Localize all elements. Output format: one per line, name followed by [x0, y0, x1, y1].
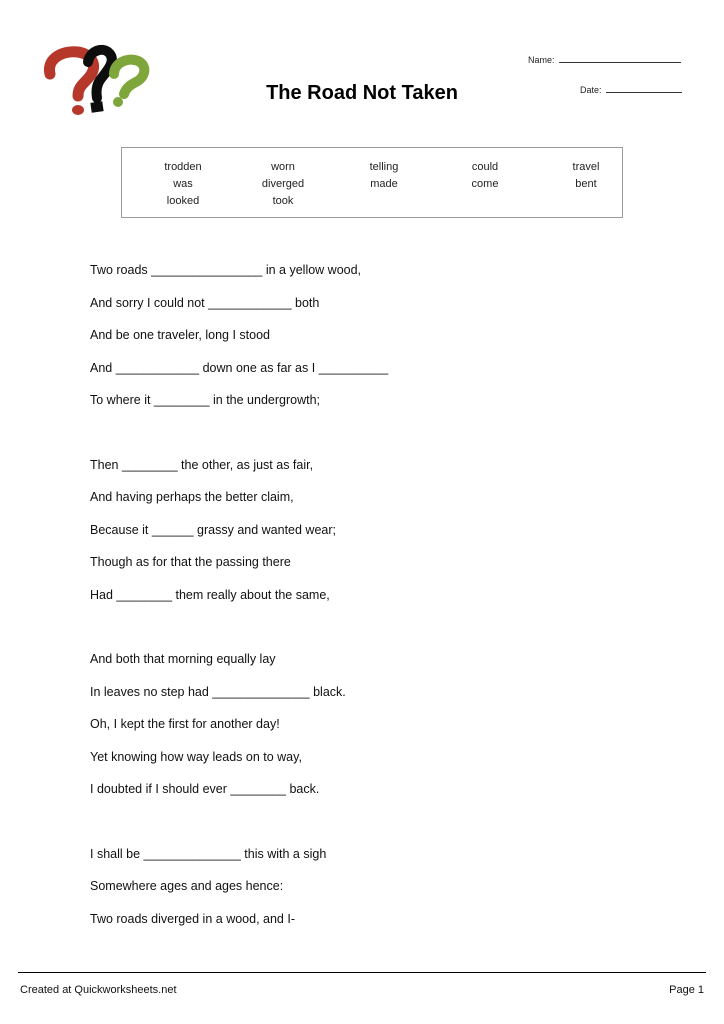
poem-line: In leaves no step had ______________ black. [90, 684, 346, 699]
poem-line: Had ________ them really about the same, [90, 587, 330, 602]
word-bank-column [334, 159, 434, 193]
poem-line: Because it ______ grassy and wanted wear; [90, 522, 336, 537]
poem-line: I shall be ______________ this with a sigh [90, 846, 327, 861]
date-field[interactable] [580, 83, 682, 95]
word-bank-word: telling [369, 161, 399, 173]
word-bank-word: bent [575, 178, 597, 190]
stanza [90, 261, 388, 424]
poem-line: Two roads diverged in a wood, and I- [90, 911, 295, 926]
poem-line: I doubted if I should ever ________ back. [90, 782, 320, 796]
word-bank-word: looked [166, 195, 200, 207]
stanza [90, 456, 388, 619]
footer-credit: Created at Quickworksheets.net [20, 984, 177, 996]
word-bank [121, 147, 623, 218]
word-bank-word: took [272, 195, 294, 207]
poem-line: Somewhere ages and ages hence: [90, 879, 284, 893]
word-bank-word: made [370, 178, 398, 190]
name-field[interactable] [528, 53, 681, 65]
poem-line: Oh, I kept the first for another day! [90, 717, 280, 731]
poem-line: And ____________ down one as far as I __________ [90, 360, 389, 375]
poem-line: And sorry I could not ____________ both [90, 295, 320, 310]
stanza [90, 845, 388, 943]
word-bank-word: was [173, 178, 193, 190]
poem-line: And having perhaps the better claim, [90, 490, 294, 504]
page-title: The Road Not Taken [266, 82, 458, 104]
word-bank-word: trodden [164, 161, 202, 173]
date-blank[interactable] [606, 83, 682, 93]
poem-line: Though as for that the passing there [90, 555, 291, 569]
word-bank-column [435, 159, 535, 193]
poem-line: Yet knowing how way leads on to way, [90, 749, 302, 764]
word-bank-column [133, 159, 233, 210]
word-bank-column [233, 159, 333, 210]
word-bank-word: travel [572, 161, 600, 173]
footer-divider [18, 972, 706, 973]
poem [90, 261, 388, 974]
word-bank-word: could [471, 161, 499, 173]
poem-line: Then ________ the other, as just as fair, [90, 457, 314, 472]
word-bank-word: diverged [261, 178, 305, 190]
poem-line: Two roads ________________ in a yellow wood, [90, 263, 362, 277]
date-label: Date: [580, 85, 602, 95]
page-number: Page 1 [669, 984, 704, 996]
stanza [90, 650, 388, 813]
word-bank-column [536, 159, 636, 193]
word-bank-word: worn [271, 161, 295, 173]
name-label: Name: [528, 55, 555, 65]
name-blank[interactable] [559, 53, 681, 63]
question-marks-logo-icon [44, 44, 150, 118]
word-bank-word: come [471, 178, 499, 190]
poem-line: And be one traveler, long I stood [90, 328, 270, 342]
poem-line: To where it ________ in the undergrowth; [90, 393, 321, 407]
poem-line: And both that morning equally lay [90, 652, 276, 666]
